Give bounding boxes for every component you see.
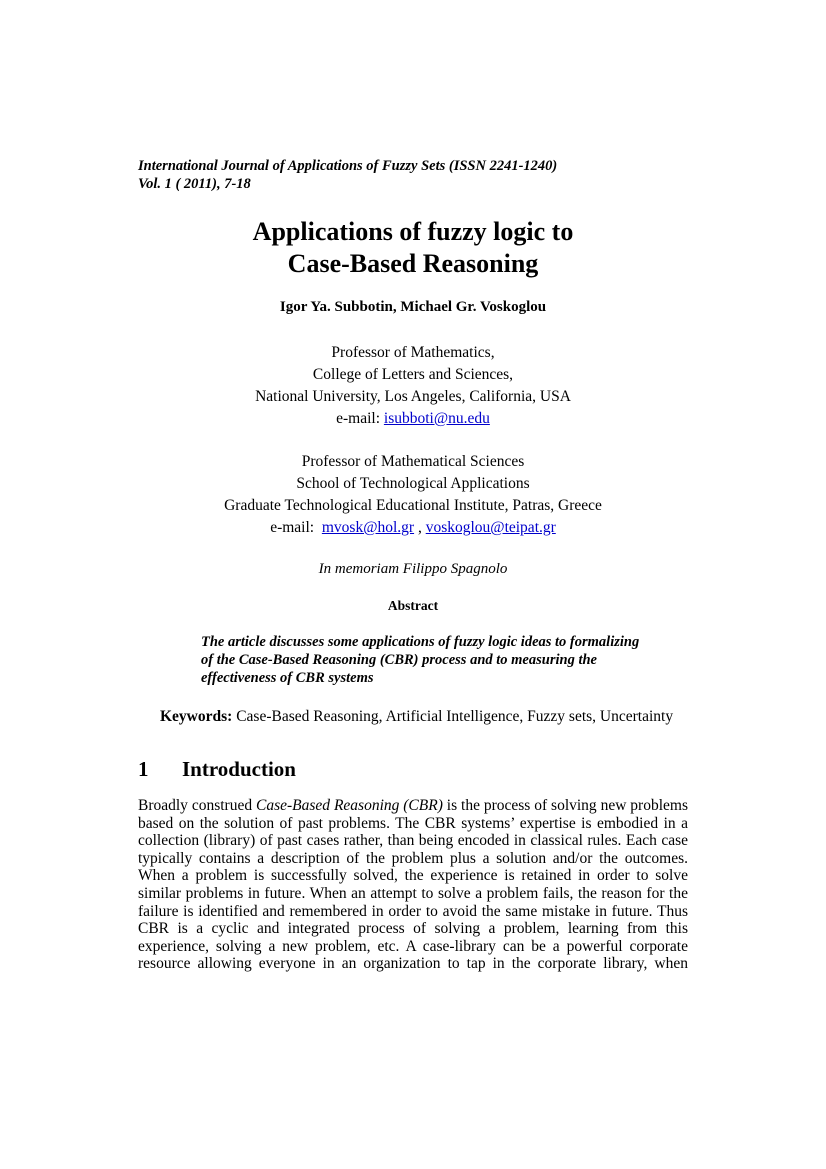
affiliation-1-position: Professor of Mathematics, bbox=[331, 344, 495, 361]
affiliation-1-email-line bbox=[0, 408, 826, 430]
affiliation-2 bbox=[0, 451, 826, 539]
keywords bbox=[138, 708, 688, 725]
email-link-mvosk[interactable]: mvosk@hol.gr bbox=[321, 519, 415, 536]
email-link-voskoglou[interactable]: voskoglou@teipat.gr bbox=[425, 519, 556, 536]
journal-volume: Vol. 1 ( 2011), 7-18 bbox=[138, 176, 251, 192]
abstract-text: The article discusses some applications of fuzzy logic ideas to formalizing of the Case-Based Reasoning (CBR) process and to measuring the effectiveness of CBR systems bbox=[201, 634, 640, 686]
email-label: e-mail: bbox=[336, 410, 384, 427]
email-label: e-mail: bbox=[270, 519, 322, 536]
intro-body: is the process of solving new problems based on the solution of past problems. The CBR systems’ expertise is embodied in a collection (library) of past cases rather, than being encoded in classical rules. Each case typically contains a description of the problem plus a solution and/or the outcomes. When a problem is successfully solved, the experience is retained in order to solve similar problems in future. When an attempt to solve a problem fails, the reason for the failure is identified and remembered in order to avoid the same mistake in future. Thus CBR is a cyclic and integrated process of solving a problem, learning from this experience, solving a new problem, etc. A case-library can be a powerful corporate resource allowing everyone in an organization to tap in the corporate library, when bbox=[138, 797, 688, 973]
intro-lead: Broadly construed bbox=[138, 797, 256, 814]
affiliation-2-email-line bbox=[0, 517, 826, 539]
email-link-subbotin[interactable]: isubboti@nu.edu bbox=[383, 410, 490, 427]
intro-term: Case-Based Reasoning (CBR) bbox=[256, 797, 443, 814]
affiliation-2-position: Professor of Mathematical Sciences bbox=[301, 453, 525, 470]
abstract-heading: Abstract bbox=[387, 598, 439, 613]
paper-title bbox=[0, 216, 826, 280]
affiliation-1-college: College of Letters and Sciences, bbox=[312, 366, 514, 383]
affiliation-1 bbox=[0, 342, 826, 430]
journal-name: International Journal of Applications of Fuzzy Sets (ISSN 2241-1240) bbox=[138, 158, 558, 174]
title-line-1: Applications of fuzzy logic to bbox=[252, 217, 574, 246]
email-separator: , bbox=[414, 519, 426, 536]
journal-header bbox=[138, 157, 698, 193]
keywords-text: Case-Based Reasoning, Artificial Intelligence, Fuzzy sets, Uncertainty bbox=[232, 708, 674, 725]
intro-paragraph bbox=[138, 797, 688, 973]
section-heading bbox=[138, 756, 688, 782]
authors: Igor Ya. Subbotin, Michael Gr. Voskoglou bbox=[279, 299, 547, 315]
affiliation-2-institute: Graduate Technological Educational Institute, Patras, Greece bbox=[224, 497, 602, 514]
section-title: Introduction bbox=[182, 757, 296, 781]
affiliation-1-university: National University, Los Angeles, California, USA bbox=[255, 388, 571, 405]
dedication: In memoriam Filippo Spagnolo bbox=[318, 561, 508, 577]
keywords-label: Keywords: bbox=[160, 708, 233, 725]
section-number: 1 bbox=[138, 757, 149, 781]
title-line-2: Case-Based Reasoning bbox=[287, 249, 539, 278]
affiliation-2-school: School of Technological Applications bbox=[296, 475, 530, 492]
